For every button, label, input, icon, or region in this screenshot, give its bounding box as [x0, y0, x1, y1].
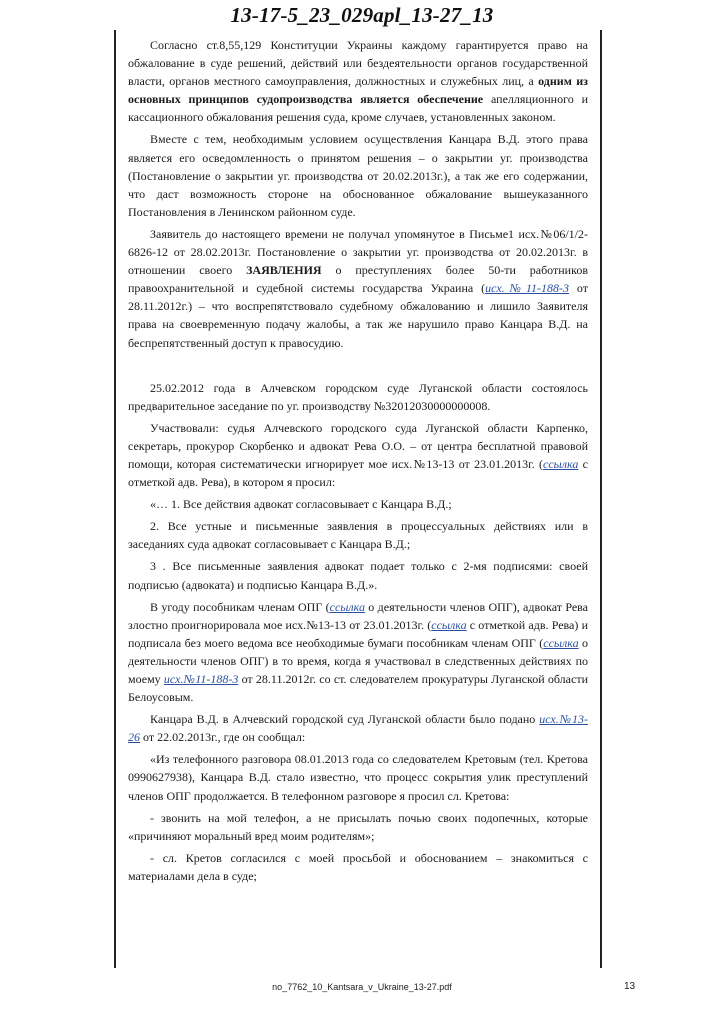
paragraph [128, 849, 588, 885]
document-body [128, 36, 588, 889]
bold-text: ЗАЯВЛЕНИЯ [246, 263, 322, 278]
paragraph [128, 36, 588, 126]
paragraph [128, 419, 588, 491]
footer-page-number: 13 [624, 981, 636, 992]
paragraph [128, 495, 588, 513]
paragraph-text: Заявитель до настоящего времени не получал упомянутое в Письме1 исх.№06/1/2-6826-12 от 28.02.2013г. Постановление о закрытии уг. производства от 20.02.2013г. в отношении своего [128, 226, 588, 278]
paragraph-text: Вместе с тем, необходимым условием осуществления Канцара В.Д. этого права является его осведомленность о принятом решения – о закрытии уг. производства (Постановление о закрытии уг. производства от 20.02.2013г.), а так же его содержании, что даст возможность стороне на обоснованное обжалование вышеуказанного Постановления в Ленинском районном суде. [128, 132, 588, 219]
paragraph [128, 750, 588, 804]
paragraph-text: о деятельности членов ОПГ), адвокат Рева злостно проигнорировала мое исх.№13-13 от 23.01.2013г. ( [128, 599, 588, 632]
paragraph [128, 557, 588, 593]
bold-text: одним из основных принципов судопроизводства является обеспечение [128, 74, 589, 107]
paragraph [128, 598, 588, 707]
paragraph [128, 225, 588, 352]
paragraph-text: 25.02.2012 года в Алчевском городском суде Луганской области состоялось предварительное заседание по уг. производству №32012030000000008. [128, 380, 588, 413]
reference-link[interactable]: ссылка [543, 635, 579, 650]
paragraph-text: Участвовали: судья Алчевского городского суда Луганской области Карпенко, секретарь, прокурор Скорбенко и адвокат Рева О.О. – от центра бесплатной правовой помощи, которая систематически игнорирует мое исх.№13-13 от 23.01.2013г. ( [128, 420, 588, 471]
paragraph-text: с отметкой адв. Рева), в котором я просил: [128, 456, 588, 490]
paragraph-text: о преступлениях более 50-ти работников правоохранительной и судебной системы государства Украина ( [128, 263, 588, 296]
paragraph [128, 379, 588, 415]
paragraph [128, 130, 588, 220]
reference-link[interactable]: ссылка [431, 617, 467, 632]
paragraph-text: В угоду пособникам членам ОПГ ( [150, 599, 330, 614]
paragraph-text: - сл. Кретов согласился с моей просьбой и обоснованием – знакомиться с материалами дела в суде; [128, 850, 588, 883]
reference-link[interactable]: исх.№13-26 [128, 712, 588, 745]
paragraph-text: от 28.11.2012г. со ст. следователем прокуратуры Луганской области Белоусовым. [128, 672, 588, 705]
paragraph-text: «… 1. Все действия адвокат согласовывает с Канцара В.Д.; [150, 497, 452, 512]
paragraph-text: Согласно ст.8,55,129 Конституции Украины каждому гарантируется право на обжалование в суде решений, действий или бездеятельности органов государственной власти, органов местного самоуправления, должностных и служебных лиц, а [128, 38, 588, 89]
paragraph-text: от 22.02.2013г., где он сообщал: [140, 730, 306, 745]
paragraph-text: о деятельности членов ОПГ) в то время, когда я участвовал в следственных действиях по моему [128, 635, 589, 686]
paragraph-text: апелляционного и кассационного обжалования решения суда, кроме случаев, установленных законом. [128, 92, 588, 125]
reference-link[interactable]: ссылка [329, 599, 365, 614]
paragraph-text: 3 . Все письменные заявления адвокат подает только с 2-мя подписями: своей подписью (адвоката) и подписью Канцара В.Д.». [128, 559, 588, 592]
paragraph-text: «Из телефонного разговора 08.01.2013 года со следователем Кретовым (тел. Кретова 0990627938), Канцара В.Д. стало известно, что процесс сокрытия улик преступлений членов ОПГ продолжается. В телефонном разговоре я просил сл. Кретова: [128, 752, 588, 803]
paragraph [128, 809, 588, 845]
reference-link[interactable]: исх.№11-188-3 [485, 281, 569, 296]
paragraph [128, 517, 588, 553]
reference-link[interactable]: ссылка [543, 456, 579, 471]
document-title: 13-17-5_23_029apl_13-27_13 [230, 3, 494, 27]
paragraph-text: 2. Все устные и письменные заявления в процессуальных действиях или в заседаниях суда адвокат согласовывает с Канцара В.Д.; [128, 519, 588, 552]
footer-filename: no_7762_10_Kantsara_v_Ukraine_13-27.pdf [272, 982, 452, 992]
paragraph [128, 710, 588, 746]
paragraph-text: - звонить на мой телефон, а не присылать почью своих подопечных, которые «причиняют моральный вред моим родителям»; [128, 810, 588, 843]
paragraph-text: Канцара В.Д. в Алчевский городской суд Луганской области было подано [150, 712, 540, 727]
paragraph-text: от 28.11.2012г.) – что воспрепятствовало судебному обжалованию и лишило Заявителя права на своевременную подачу жалобы, а так же нарушило право Канцара В.Д. на беспрепятственный доступ к правосудию. [128, 281, 588, 350]
paragraph-text: с отметкой адв. Рева) и подписала без моего ведома все необходимые бумаги пособникам членам ОПГ ( [128, 617, 588, 650]
reference-link[interactable]: исх.№11-188-3 [163, 672, 239, 686]
